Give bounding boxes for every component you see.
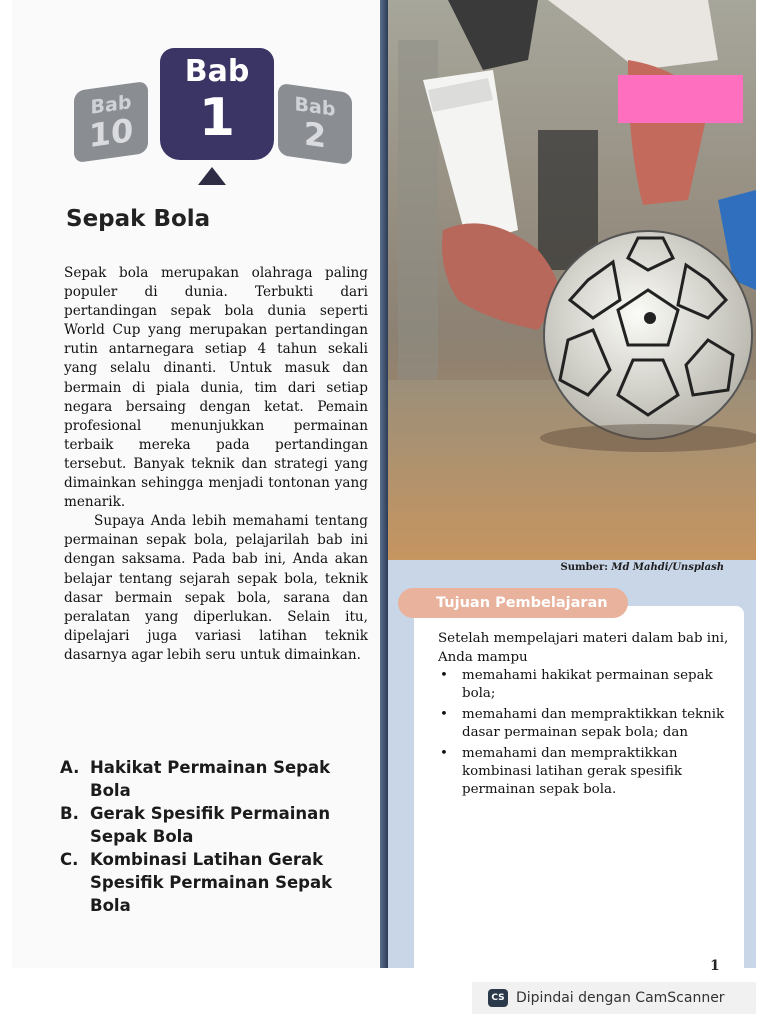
next-chapter-badge [278,83,352,165]
camscanner-logo-icon: CS [488,989,508,1007]
current-chapter-badge [160,48,274,160]
chapter-pointer-icon [198,167,226,185]
contents-item [60,802,360,848]
previous-chapter-badge [74,81,148,163]
football-photo [388,0,756,560]
chapter-contents [60,756,360,917]
badge-word: Bab [90,91,132,119]
camscanner-label: Dipindai dengan CamScanner [516,990,725,1006]
badge-number: 2 [303,114,327,156]
soccer-kick-illustration [388,0,756,560]
camscanner-watermark [472,982,756,1014]
objective-item: • memahami dan mempraktikkan kombinasi latihan gerak spesifik permainan sepak bola. [440,745,730,800]
learning-objectives-list [440,667,730,802]
learning-objectives-intro: Setelah mempelajari materi dalam bab ini, Anda mampu [438,631,729,665]
page-number: 1 [710,958,720,974]
intro-paragraph: Sepak bola merupakan olahraga paling populer di dunia. Terbukti dari pertandingan sepak bola dunia seperti World Cup yang merupakan pertandingan rutin antarnegara setiap 4 tahun sekali yang selalu dinanti. Untuk masuk dan bermain di piala dunia, tim dari setiap negara bersaing dengan ketat. Pemain profesional menunjukkan permainan terbaik mereka pada pertandingan tersebut. Banyak teknik dan strategi yang dimainkan sehingga menjadi tontonan yang menarik. [64,265,368,511]
page-spine [380,0,388,968]
badge-number: 1 [198,88,236,148]
contents-letter: C. [60,850,79,869]
contents-title: Gerak Spesifik Permainan Sepak Bola [90,804,331,846]
credit-label: Sumber: [560,562,608,573]
contents-item [60,756,360,802]
contents-item [60,848,360,917]
chapter-introduction [64,264,368,665]
objective-item: • memahami hakikat permainan sepak bola; [440,667,730,704]
badge-number: 10 [88,110,134,156]
contents-title: Kombinasi Latihan Gerak Spesifik Permainan Sepak Bola [90,850,333,915]
objective-item: • memahami dan mempraktikkan teknik dasar permainan sepak bola; dan [440,706,730,743]
contents-letter: A. [60,758,80,777]
chapter-title: Sepak Bola [66,206,211,232]
contents-title: Hakikat Permainan Sepak Bola [90,758,331,800]
intro-paragraph: Supaya Anda lebih memahami tentang permainan sepak bola, pelajarilah bab ini dengan saksama. Pada bab ini, Anda akan belajar tentang sejarah sepak bola, teknik dasar bermain sepak bola, sarana dan peralatan yang diperlukan. Selain itu, dipelajari juga variasi latihan teknik dasarnya agar lebih seru untuk dimainkan. [64,513,368,663]
credit-source: Md Mahdi/Unsplash [611,562,724,573]
learning-objectives-heading: Tujuan Pembelajaran [398,588,628,618]
badge-word: Bab [184,54,250,89]
contents-letter: B. [60,804,79,823]
badge-word: Bab [294,93,336,121]
photo-credit [540,562,724,573]
